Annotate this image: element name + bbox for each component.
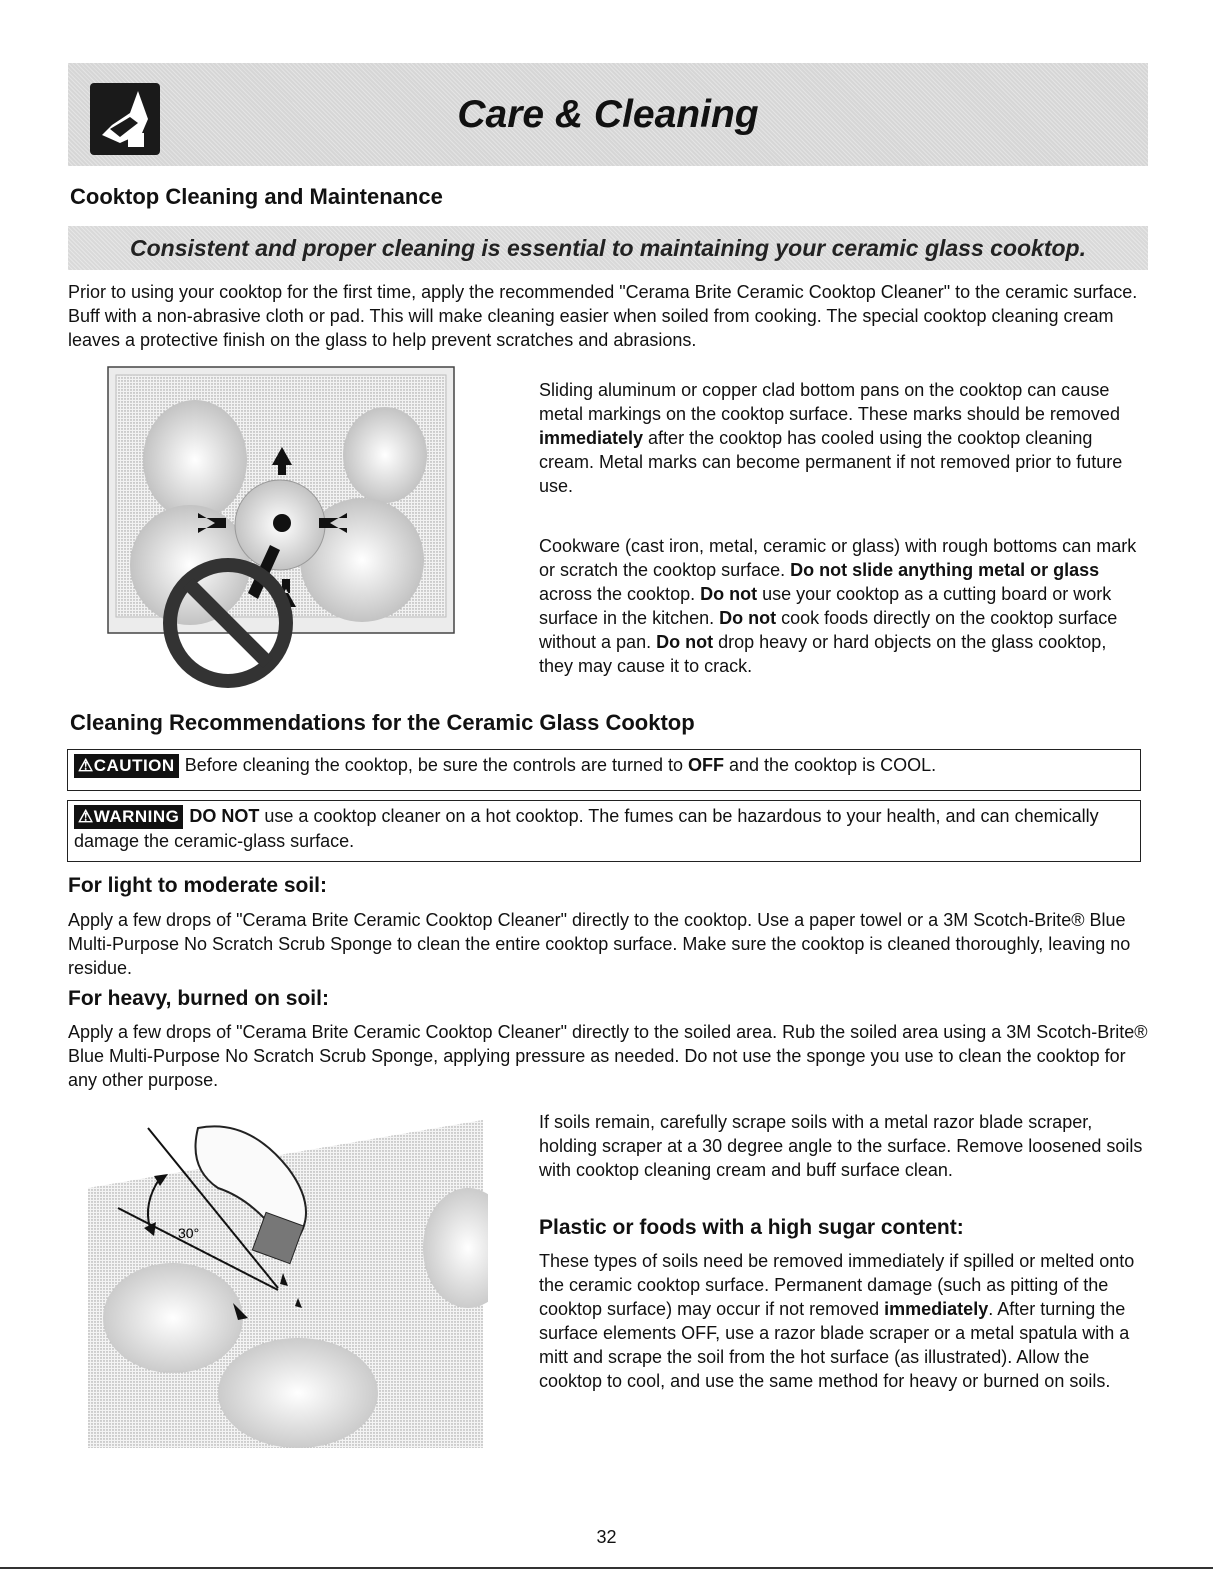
- cookware-text-2: across the cooktop.: [539, 584, 701, 604]
- cookware-bold-4: Do not: [656, 632, 714, 652]
- warning-bold: DO NOT: [189, 806, 260, 826]
- heavy-soil-text: Apply a few drops of "Cerama Brite Ceramic Cooktop Cleaner" directly to the soiled area. Rub the soiled area using a 3M Scotch-Brite® Blue Multi-Purpose No Scratch Scrub Sponge, applying pressure as needed. Do not use the sponge you use to clean the cooktop for any other purpose.: [68, 1022, 1148, 1090]
- light-soil-title: For light to moderate soil:: [68, 874, 328, 897]
- sugar-bold: immediately: [884, 1299, 989, 1319]
- intro-paragraph: Prior to using your cooktop for the first time, apply the recommended "Cerama Brite Ceramic Cooktop Cleaner" to the ceramic surface. Buff with a non-abrasive cloth or pad. This will make cleaning easier when soiled from cooking. The special cooktop cleaning cream leaves a protective finish on the glass to help prevent scratches and abrasions.: [68, 282, 1138, 350]
- sliding-text-1: Sliding aluminum or copper clad bottom pans on the cooktop can cause metal markings on the cooktop surface. These marks should be removed: [539, 380, 1120, 424]
- cooktop-no-slide-illustration: [100, 365, 460, 695]
- sugar-text-1: These types of soils need be removed immediately if spilled or melted onto the ceramic cooktop surface. Permanent damage (such as pitting of the cooktop surface) may occur if not removed: [539, 1251, 1135, 1319]
- light-soil-text: Apply a few drops of "Cerama Brite Ceramic Cooktop Cleaner" directly to the cooktop. Use a paper towel or a 3M Scotch-Brite® Blue Multi-Purpose No Scratch Scrub Sponge to clean the entire cooktop surface. Make sure the cooktop is cleaned thoroughly, leaving no residue.: [68, 910, 1131, 978]
- sliding-text-2: after the cooktop has cooled using the cooktop cleaning cream. Metal marks can become permanent if not removed prior to future use.: [539, 428, 1123, 496]
- cookware-bold-3: Do not: [719, 608, 777, 628]
- cookware-text-4: cook foods directly on the cooktop surface without a pan.: [539, 608, 1118, 652]
- section-title: Cooktop Cleaning and Maintenance: [70, 184, 443, 209]
- heavy-soil-title: For heavy, burned on soil:: [68, 987, 329, 1010]
- cookware-text-5: drop heavy or hard objects on the glass cooktop, they may cause it to crack.: [539, 632, 1107, 676]
- sugar-title: Plastic or foods with a high sugar content:: [539, 1216, 964, 1239]
- scrape-paragraph: If soils remain, carefully scrape soils with a metal razor blade scraper, holding scraper at a 30 degree angle to the surface. Remove loosened soils with cooktop cleaning cream and buff surface clean.: [539, 1112, 1143, 1180]
- tagline: Consistent and proper cleaning is essential to maintaining your ceramic glass cooktop.: [68, 226, 1148, 270]
- cookware-text-1: Cookware (cast iron, metal, ceramic or glass) with rough bottoms can mark or scratch the cooktop surface.: [539, 536, 1137, 580]
- sliding-bold-1: immediately: [539, 428, 644, 448]
- caution-bold: OFF: [688, 755, 725, 775]
- cookware-text-3: use your cooktop as a cutting board or work surface in the kitchen.: [539, 584, 1112, 628]
- angle-label: 30°: [178, 1225, 200, 1241]
- caution-text-2: and the cooktop is COOL.: [724, 755, 937, 775]
- page-number: 32: [596, 1527, 617, 1547]
- sliding-pans-paragraph: [539, 378, 1139, 498]
- cookware-bold-1: Do not slide anything metal or glass: [790, 560, 1100, 580]
- warning-box: [67, 800, 1141, 862]
- warning-badge: ⚠WARNING: [74, 805, 183, 829]
- cookware-paragraph: [539, 534, 1139, 678]
- sugar-text-2: . After turning the surface elements OFF, use a razor blade scraper or a metal spatula with a mitt and scrape the soil from the hot surface (as illustrated). Allow the cooktop to cool, and use the same method for heavy or burned on soils.: [539, 1299, 1130, 1391]
- cookware-bold-2: Do not: [700, 584, 758, 604]
- caution-text-1: Before cleaning the cooktop, be sure the controls are turned to: [184, 755, 689, 775]
- scraper-illustration: [88, 1108, 488, 1453]
- header-banner: [68, 63, 1148, 166]
- caution-box: [67, 749, 1141, 791]
- bottom-rule: [0, 1567, 1213, 1569]
- sugar-paragraph: [539, 1249, 1139, 1393]
- page-title: Care & Cleaning: [457, 93, 759, 136]
- warning-text: use a cooktop cleaner on a hot cooktop. The fumes can be hazardous to your health, and can chemically damage the ceramic-glass surface.: [74, 806, 1099, 851]
- recommendations-title: Cleaning Recommendations for the Ceramic Glass Cooktop: [70, 710, 695, 735]
- caution-badge: ⚠CAUTION: [74, 754, 179, 778]
